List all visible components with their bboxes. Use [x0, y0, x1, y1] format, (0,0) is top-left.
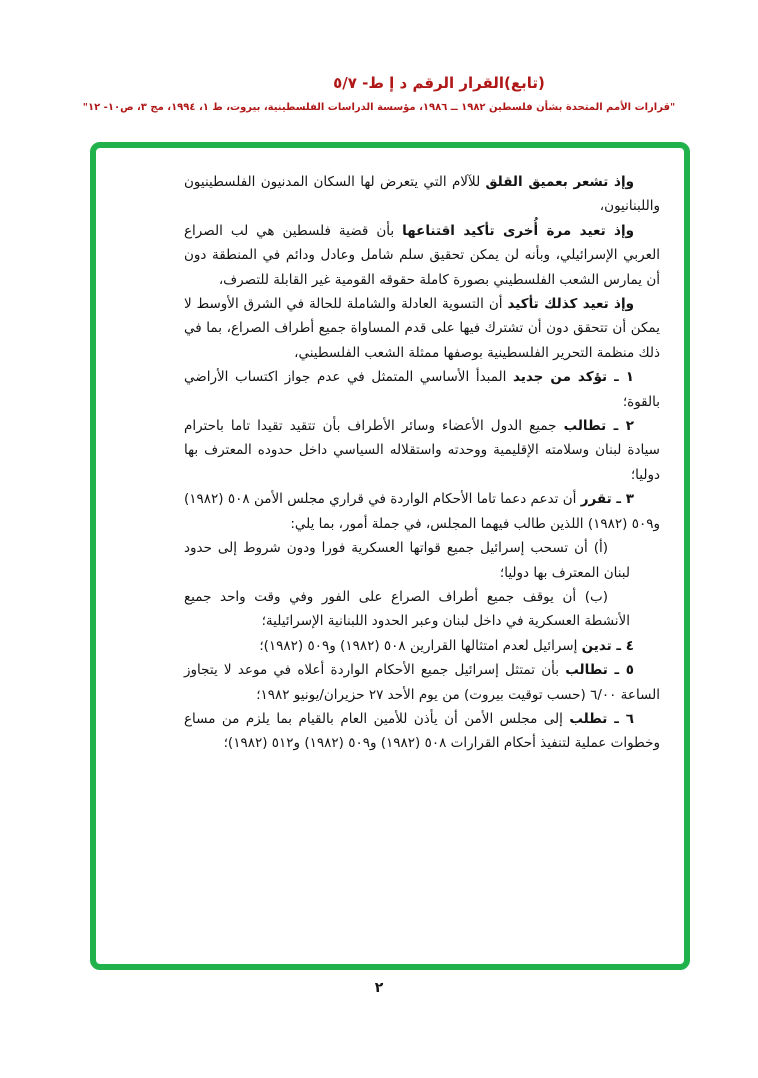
paragraph-text: جميع الدول الأعضاء وسائر الأطراف بأن تتقيد تقيدا تاما باحترام سيادة لبنان وسلامته الإقليمية ووحدته واستقلاله السياسي داخل حدوده المعترف بها دوليا؛ — [184, 418, 660, 483]
paragraph-text: (أ) أن تسحب إسرائيل جميع قواتها العسكرية فورا ودون شروط إلى حدود لبنان المعترف بها دوليا؛ — [184, 540, 630, 581]
paragraph-lead: ٣ ـ تقرر — [580, 491, 634, 508]
resolution-title: (تابع)القرار الرقم د إ ط- ٥/٧ — [333, 74, 545, 92]
source-citation: "قرارات الأمم المتحدة بشأن فلسطين ١٩٨٢ ــ ١٩٨٦، مؤسسة الدراسات الفلسطينية، بيروت، ط ١، ١٩٩٤، مج ٣، ص١٠- ١٢" — [82, 102, 676, 113]
paragraph — [184, 658, 660, 707]
paragraph-text: (ب) أن يوقف جميع أطراف الصراع على الفور وفي وقت واحد جميع الأنشطة العسكرية في داخل لبنان وعبر الحدود اللبنانية الإسرائيلية؛ — [184, 588, 630, 630]
paragraph — [184, 414, 660, 487]
paragraph — [184, 585, 630, 634]
paragraph-text: إسرائيل لعدم امتثالها القرارين ٥٠٨ (١٩٨٢) و٥٠٩ (١٩٨٢)؛ — [259, 637, 582, 654]
paragraph — [184, 170, 660, 219]
highlight-border-box — [90, 142, 690, 970]
paragraph — [184, 487, 660, 536]
paragraph-lead: وإذ تعيد مرة أُخرى تأكيد اقتناعها — [402, 222, 635, 239]
paragraph — [184, 219, 660, 292]
paragraph — [184, 707, 660, 756]
paragraph-text: إلى مجلس الأمن أن يأذن للأمين العام بالقيام بما يلزم من مساع وخطوات عملية لتنفيذ أحكام القرارات ٥٠٨ (١٩٨٢) و٥٠٩ (١٩٨٢) و٥١٢ (١٩٨٢)؛ — [184, 710, 660, 752]
paragraph-text: أن تدعم دعما تاما الأحكام الواردة في قراري مجلس الأمن ٥٠٨ (١٩٨٢) و٥٠٩ (١٩٨٢) اللذين طالب فيهما المجلس، في جملة أمور، بما يلي: — [184, 491, 660, 532]
paragraph — [184, 536, 630, 585]
paragraph-lead: وإذ تشعر بعميق القلق — [485, 174, 634, 190]
paragraph-text: بأن قضية فلسطين هي لب الصراع العربي الإسرائيلي، وبأنه لن يمكن تحقيق سلم شامل وعادل ودائم في المنطقة دون أن يمارس الشعب الفلسطيني بصورة كاملة حقوقه القومية غير القابلة للتصرف، — [184, 222, 660, 288]
page-number: ٢ — [374, 980, 384, 996]
paragraph-lead: ٦ ـ تطلب — [569, 710, 634, 727]
paragraph-text: للآلام التي يتعرض لها السكان المدنيون الفلسطينيون واللبنانيون، — [184, 174, 660, 215]
paragraph-text: المبدأ الأساسي المتمثل في عدم جواز اكتساب الأراضي بالقوة؛ — [184, 369, 660, 410]
paragraph-lead: ١ ـ تؤكد من جديد — [513, 369, 634, 386]
paragraph-lead: ٤ ـ تدين — [581, 637, 634, 654]
paragraph-lead: ٥ ـ تطالب — [565, 662, 634, 679]
paragraph — [184, 292, 660, 365]
paragraph — [184, 365, 660, 414]
paragraph-text: بأن تمتثل إسرائيل جميع الأحكام الواردة أعلاه في موعد لا يتجاوز الساعة ٦/٠٠ (حسب توقيت بيروت) من يوم الأحد ٢٧ حزيران/يونيو ١٩٨٢؛ — [184, 662, 660, 703]
resolution-body — [184, 170, 660, 756]
paragraph-text: أن التسوية العادلة والشاملة للحالة في الشرق الأوسط لا يمكن أن تتحقق دون أن تشترك فيها على قدم المساواة جميع أطراف الصراع، بما في ذلك منظمة التحرير الفلسطينية بوصفها ممثلة الشعب الفلسطيني، — [184, 296, 660, 361]
paragraph — [184, 634, 660, 658]
paragraph-lead: وإذ تعيد كذلك تأكيد — [507, 296, 634, 313]
paragraph-lead: ٢ ـ تطالب — [563, 418, 634, 435]
